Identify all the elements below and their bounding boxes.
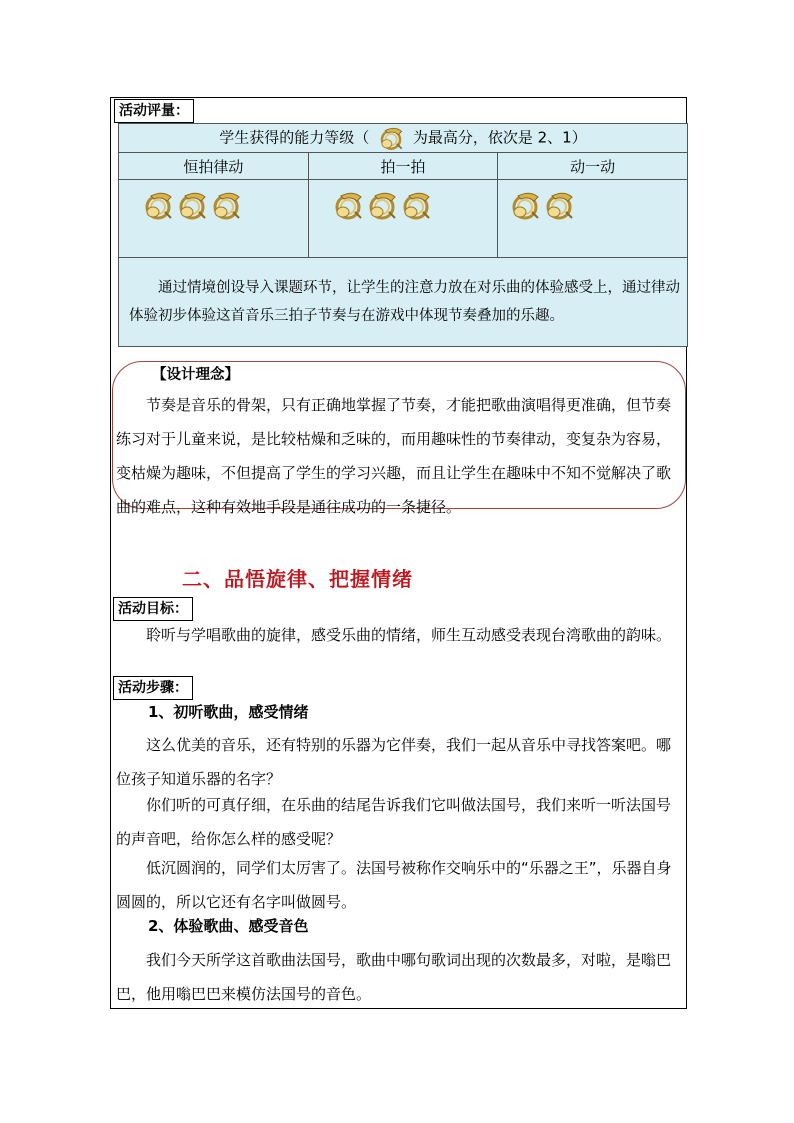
horn-cell-move [498, 180, 688, 258]
step2-paragraph-1: 我们今天所学这首歌曲法国号，歌曲中哪句歌词出现的次数最多，对啦，是嗡巴巴，他用嗡巴巴来模仿法国号的音色。 [116, 951, 672, 1003]
col-header-steady-beat: 恒拍律动 [119, 153, 309, 180]
horn-group [309, 180, 498, 226]
col-header-clap: 拍一拍 [308, 153, 498, 180]
activity-goal-text: 聆听与学唱歌曲的旋律，感受乐曲的情绪，师生互动感受表现台湾歌曲的韵味。 [146, 626, 672, 644]
french-horn-icon [141, 188, 175, 222]
french-horn-icon [508, 188, 542, 222]
step1-title: 1、初听歌曲，感受情绪 [148, 703, 309, 721]
french-horn-icon [399, 188, 433, 222]
step1-paragraph-2: 你们听的可真仔细，在乐曲的结尾告诉我们它叫做法国号，我们来听一听法国号的声音吧，给你怎么样的感受呢？ [116, 796, 672, 848]
activity-steps-label: 活动步骤： [113, 676, 193, 700]
french-horn-icon [542, 188, 576, 222]
design-title: 【设计理念】 [152, 367, 239, 383]
french-horn-icon [175, 188, 209, 222]
activity-eval-label: 活动评量： [114, 99, 194, 123]
horn-group [498, 180, 687, 226]
activity-goal-label: 活动目标： [113, 597, 193, 621]
horn-cell-clap [308, 180, 498, 258]
eval-summary: 通过情境创设导入课题环节，让学生的注意力放在对乐曲的体验感受上，通过律动体验初步体验这首音乐三拍子节奏与在游戏中体现节奏叠加的乐趣。 [119, 258, 688, 347]
evaluation-table [118, 123, 688, 347]
eval-header-before: 学生获得的能力等级（ [219, 128, 370, 147]
french-horn-icon [331, 188, 365, 222]
french-horn-icon [365, 188, 399, 222]
design-body: 节奏是音乐的骨架，只有正确地掌握了节奏，才能把歌曲演唱得更准确，但节奏练习对于儿童来说，是比较枯燥和乏味的，而用趣味性的节奏律动，变复杂为容易，变枯燥为趣味，不但提高了学生的学习兴趣，而且让学生在趣味中不知不觉解决了歌曲的难点，这种有效地手段是通往成功的一条捷径。 [116, 396, 672, 516]
horn-cell-steady-beat [119, 180, 309, 258]
eval-header-after: 为最高分，依次是 2、1） [412, 128, 587, 147]
step2-title: 2、体验歌曲、感受音色 [148, 917, 309, 935]
col-header-move: 动一动 [498, 153, 688, 180]
eval-header [119, 124, 688, 153]
section-title: 二、品悟旋律、把握情绪 [182, 567, 413, 591]
french-horn-icon [209, 188, 243, 222]
step1-paragraph-3: 低沉圆润的，同学们太厉害了。法国号被称作交响乐中的“乐器之王”，乐器自身圆圆的，所以它还有名字叫做圆号。 [116, 859, 672, 911]
horn-group [119, 180, 308, 226]
french-horn-icon [376, 124, 406, 152]
step1-paragraph-1: 这么优美的音乐，还有特别的乐器为它伴奏，我们一起从音乐中寻找答案吧。哪位孩子知道乐器的名字？ [116, 736, 672, 788]
